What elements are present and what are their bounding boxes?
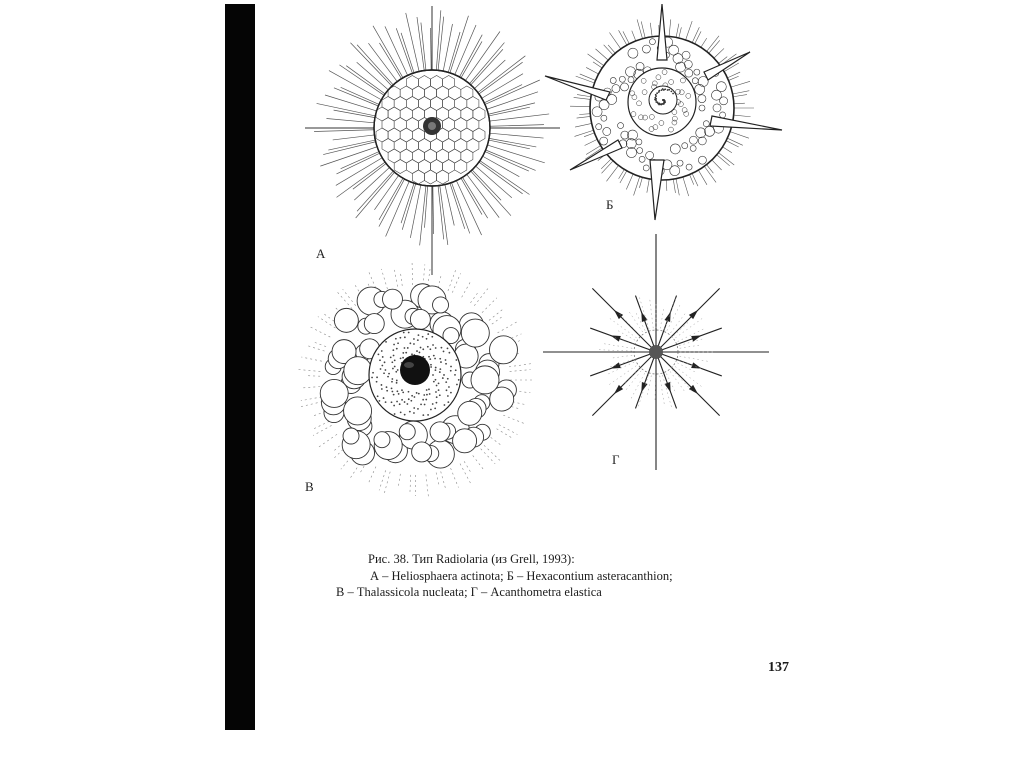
panel-label-a: А bbox=[316, 246, 326, 261]
illustration-heliosphaera bbox=[305, 6, 560, 275]
figure-caption-line-3: В – Thalassicola nucleata; Г – Acanthometra elastica bbox=[336, 585, 602, 599]
panel-label-v: В bbox=[305, 479, 314, 494]
illustration-thalassicola bbox=[295, 260, 535, 499]
illustration-hexacontium bbox=[545, 4, 782, 220]
panel-label-b: Б bbox=[606, 197, 614, 212]
figure-caption-title: Рис. 38. Тип Radiolaria (из Grell, 1993): bbox=[368, 552, 575, 566]
figure-caption-line-2: А – Heliosphaera actinota; Б – Hexacontium asteracanthion; bbox=[370, 569, 673, 583]
page-number: 137 bbox=[768, 660, 789, 675]
panel-label-g: Г bbox=[612, 452, 620, 467]
illustration-acanthometra bbox=[543, 234, 769, 470]
